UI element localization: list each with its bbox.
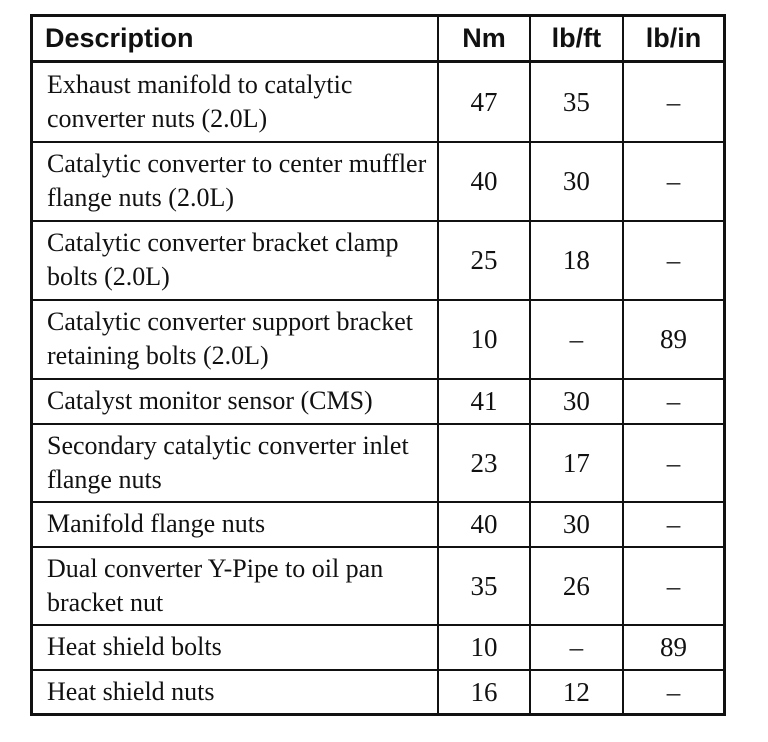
cell-description: Catalytic converter support bracket retaining bolts (2.0L) <box>32 300 439 379</box>
cell-lbin: – <box>623 62 724 142</box>
cell-lbin: – <box>623 502 724 547</box>
cell-nm: 10 <box>438 625 529 670</box>
table-row <box>32 502 725 547</box>
table-row <box>32 670 725 715</box>
table-row <box>32 379 725 424</box>
table-row <box>32 625 725 670</box>
cell-nm: 10 <box>438 300 529 379</box>
cell-lbft: 18 <box>530 221 623 300</box>
table-header <box>32 16 725 62</box>
cell-lbin: 89 <box>623 300 724 379</box>
table-body <box>32 62 725 715</box>
torque-specifications-table <box>30 14 726 716</box>
header-lbft: lb/ft <box>530 16 623 62</box>
cell-description: Heat shield bolts <box>32 625 439 670</box>
cell-lbft: 26 <box>530 547 623 625</box>
table-row <box>32 221 725 300</box>
header-description: Description <box>32 16 439 62</box>
cell-lbft: 30 <box>530 379 623 424</box>
cell-lbin: – <box>623 424 724 502</box>
cell-description: Catalyst monitor sensor (CMS) <box>32 379 439 424</box>
cell-lbft: – <box>530 300 623 379</box>
cell-description: Heat shield nuts <box>32 670 439 715</box>
cell-lbft: 35 <box>530 62 623 142</box>
cell-description: Catalytic converter bracket clamp bolts (2.0L) <box>32 221 439 300</box>
cell-nm: 35 <box>438 547 529 625</box>
header-row <box>32 16 725 62</box>
cell-lbin: 89 <box>623 625 724 670</box>
cell-lbft: 30 <box>530 142 623 221</box>
table-row <box>32 62 725 142</box>
header-lbin: lb/in <box>623 16 724 62</box>
cell-nm: 40 <box>438 502 529 547</box>
cell-lbin: – <box>623 142 724 221</box>
table-row <box>32 547 725 625</box>
cell-nm: 40 <box>438 142 529 221</box>
table-row <box>32 300 725 379</box>
cell-nm: 47 <box>438 62 529 142</box>
cell-nm: 16 <box>438 670 529 715</box>
cell-lbft: 17 <box>530 424 623 502</box>
cell-nm: 23 <box>438 424 529 502</box>
header-nm: Nm <box>438 16 529 62</box>
cell-nm: 41 <box>438 379 529 424</box>
cell-description: Catalytic converter to center muffler flange nuts (2.0L) <box>32 142 439 221</box>
cell-description: Secondary catalytic converter inlet flange nuts <box>32 424 439 502</box>
cell-description: Exhaust manifold to catalytic converter nuts (2.0L) <box>32 62 439 142</box>
cell-lbin: – <box>623 547 724 625</box>
table-row <box>32 424 725 502</box>
cell-lbin: – <box>623 670 724 715</box>
table-row <box>32 142 725 221</box>
cell-lbft: 12 <box>530 670 623 715</box>
cell-lbft: – <box>530 625 623 670</box>
cell-description: Dual converter Y-Pipe to oil pan bracket nut <box>32 547 439 625</box>
cell-lbin: – <box>623 379 724 424</box>
cell-nm: 25 <box>438 221 529 300</box>
cell-description: Manifold flange nuts <box>32 502 439 547</box>
cell-lbft: 30 <box>530 502 623 547</box>
cell-lbin: – <box>623 221 724 300</box>
